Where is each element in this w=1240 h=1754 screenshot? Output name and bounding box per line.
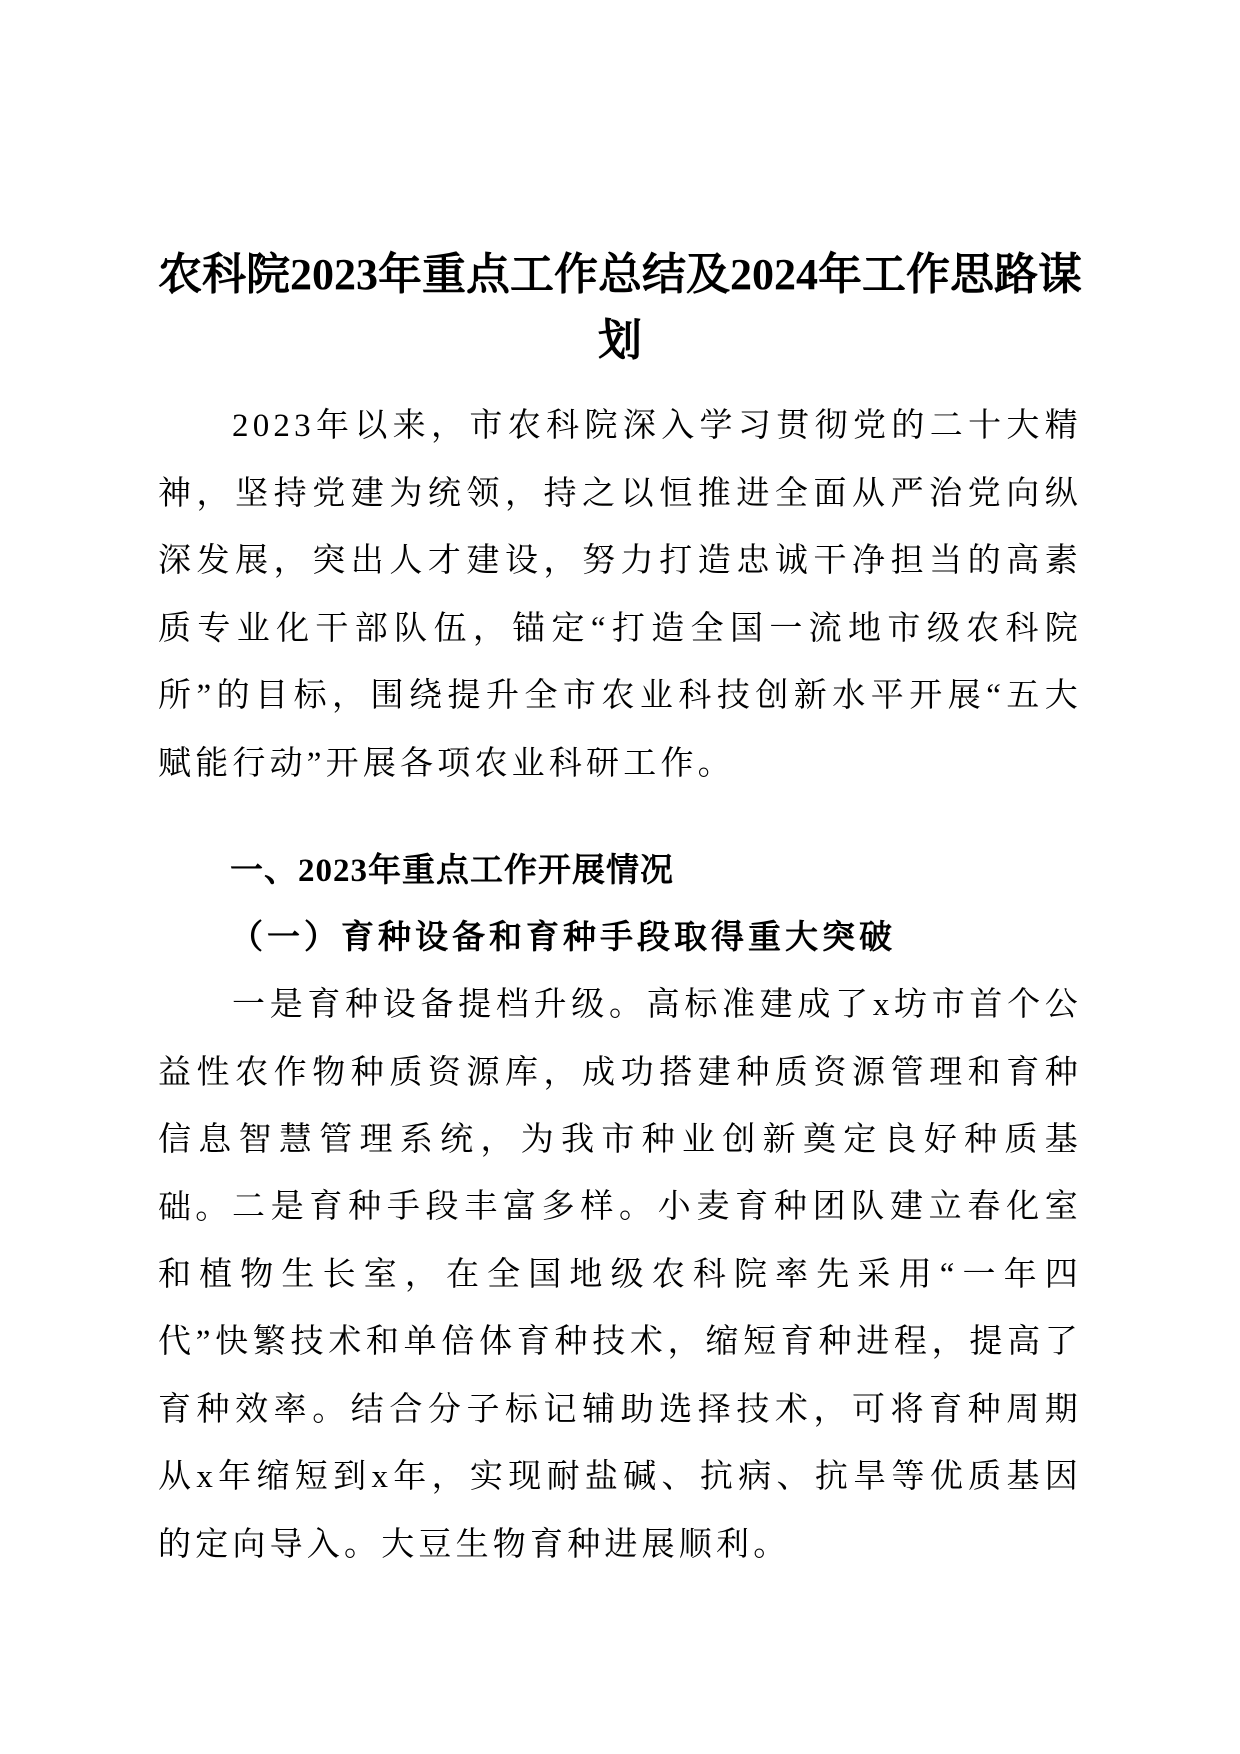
paragraph-breeding-equipment: 一是育种设备提档升级。高标准建成了x坊市首个公益性农作物种质资源库，成功搭建种质资源管理和育种信息智慧管理系统，为我市种业创新奠定良好种质基础。 xyxy=(158,987,1082,1226)
subsection-heading: （一）育种设备和育种手段取得重大突破 xyxy=(230,920,896,956)
document-title: 农科院2023年重点工作总结及2024年工作思路谋划 xyxy=(158,250,1082,365)
paragraph-breeding-methods: 二是育种手段丰富多样。小麦育种团队建立春化室和植物生长室，在全国地级农科院率先采用“一年四代”快繁技术和单倍体育种技术，缩短育种进程，提高了育种效率。结合分子标记辅助选择技术，可将育种周期从x年缩短到x年，实现耐盐碱、抗病、抗旱等优质基因的定向导入。大豆生物育种进展顺利。 xyxy=(158,1189,1082,1563)
intro-paragraph: 2023年以来，市农科院深入学习贯彻党的二十大精神，坚持党建为统领，持之以恒推进全面从严治党向纵深发展，突出人才建设，努力打造忠诚干净担当的高素质专业化干部队伍，锚定“打造全国一流地市级农科院所”的目标，围绕提升全市农业科技创新水平开展“五大赋能行动”开展各项农业科研工作。 xyxy=(158,408,1082,782)
section-heading: 一、2023年重点工作开展情况 xyxy=(230,853,674,889)
